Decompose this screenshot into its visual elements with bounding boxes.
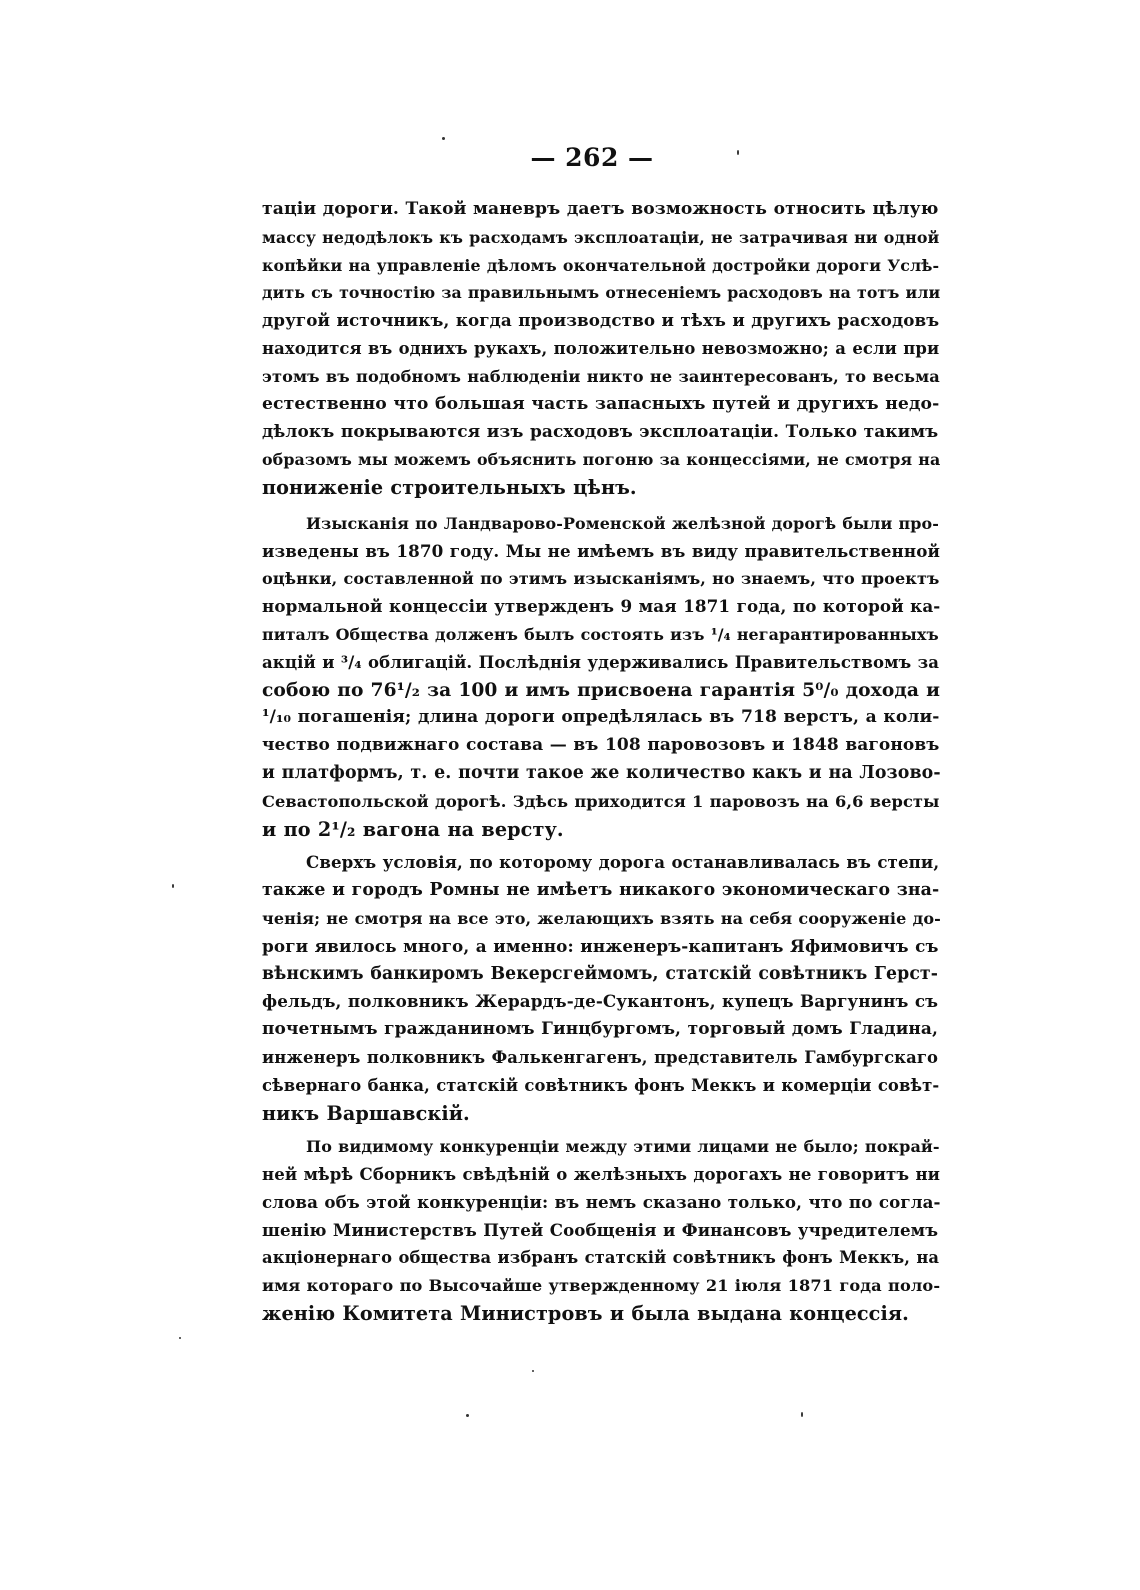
text-line: находится въ однихъ рукахъ, положительно невозможно; а если при [262,338,940,358]
text-line: ченія; не смотря на все это, желающихъ взять на себя сооруженіе до- [262,908,941,928]
text-line: массу недодѣлокъ къ расходамъ эксплоатаціи, не затрачивая ни одной [262,227,940,247]
text-line: ¹/₁₀ погашенія; длина дороги опредѣлялась въ 718 верстъ, а коли- [262,707,940,728]
text-line: собою по 76¹/₂ за 100 и имъ присвоена гарантія 5⁰/₀ дохода и [262,679,941,701]
text-line: изведены въ 1870 году. Мы не имѣемъ въ виду правительственной [262,540,940,561]
text-line: образомъ мы можемъ объяснить погоню за концессіями, не смотря на [262,450,941,470]
text-line: таціи дороги. Такой маневръ даетъ возможность относить цѣлую [262,199,939,219]
text-line: акцій и ³/₄ облигацій. Послѣднія удерживались Правительствомъ за [262,651,940,672]
scan-speck [442,137,445,140]
text-line: акціонернаго общества избранъ статскій совѣтникъ фонъ Меккъ, на [262,1248,940,1268]
paragraph-4 [262,1133,941,1328]
paragraph-3 [262,849,941,1127]
paragraph-1 [262,196,941,502]
text-line: дѣлокъ покрываются изъ расходовъ эксплоатаціи. Только такимъ [262,421,939,442]
text-line: ней мѣрѣ Сборникъ свѣдѣній о желѣзныхъ дорогахъ не говоритъ ни [262,1164,941,1185]
body-text [262,196,941,1328]
text-line: фельдъ, полковникъ Жерардъ-де-Сукантонъ, купецъ Варгунинъ съ [262,991,939,1012]
scan-speck [532,1370,534,1372]
text-line: инженеръ полковникъ Фалькенгагенъ, представитель Гамбургскаго [262,1047,938,1067]
text-line: оцѣнки, составленной по этимъ изысканіямъ, но знаемъ, что проектъ [262,569,940,589]
text-line: и по 2¹/₂ вагона на версту. [262,817,564,841]
text-line: этомъ въ подобномъ наблюденіи никто не заинтересованъ, то весьма [262,366,940,386]
scan-speck [801,1412,803,1417]
text-line: естественно что большая часть запасныхъ путей и другихъ недо- [262,393,940,414]
text-line: и платформъ, т. е. почти такое же количество какъ и на Лозово- [262,762,941,783]
text-line: вѣнскимъ банкиромъ Векерсгеймомъ, статскій совѣтникъ Герст- [262,963,938,984]
text-line: также и городъ Ромны не имѣетъ никакого экономическаго зна- [262,880,940,901]
text-line: женію Комитета Министровъ и была выдана концессія. [262,1302,909,1326]
text-line: Изысканія по Ландварово-Роменской желѣзной дорогѣ были про- [306,513,939,533]
text-line: имя котораго по Высочайше утвержденному 21 іюля 1871 года поло- [262,1276,941,1296]
text-line: нормальной концессіи утвержденъ 9 мая 1871 года, по которой ка- [262,596,941,617]
page-number: — 262 — [530,143,654,172]
text-line: Севастопольской дорогѣ. Здѣсь приходится 1 паровозъ на 6,6 версты [262,791,940,811]
scan-speck [179,1337,181,1339]
text-line: питалъ Общества долженъ былъ состоять изъ ¹/₄ негарантированныхъ [262,624,939,644]
text-line: никъ Варшавскій. [262,1101,470,1125]
text-line: слова объ этой конкуренціи: въ немъ сказано только, что по согла- [262,1191,941,1212]
scan-speck [466,1414,469,1417]
scan-speck [172,884,174,888]
text-line: дить съ точностію за правильнымъ отнесеніемъ расходовъ на тотъ или [262,283,941,303]
text-line: По видимому конкуренціи между этими лицами не было; покрай- [306,1137,940,1157]
scan-speck [737,150,739,155]
text-line: Сверхъ условія, по которому дорога останавливалась въ степи, [306,852,940,873]
paragraph-2 [262,510,941,844]
text-line: шенію Министерствъ Путей Сообщенія и Финансовъ учредителемъ [262,1219,939,1240]
text-line: сѣвернаго банка, статскій совѣтникъ фонъ Меккъ и комерціи совѣт- [262,1075,940,1095]
text-line: копѣйки на управленіе дѣломъ окончательной достройки дороги Услѣ- [262,255,940,275]
text-line: чество подвижнаго состава — въ 108 паровозовъ и 1848 вагоновъ [262,735,940,756]
text-line: другой источникъ, когда производство и тѣхъ и другихъ расходовъ [262,310,940,331]
text-line: роги явилось много, а именно: инженеръ-капитанъ Яфимовичъ съ [262,935,939,956]
text-line: почетнымъ гражданиномъ Гинцбургомъ, торговый домъ Гладина, [262,1019,938,1040]
text-line: пониженіе строительныхъ цѣнъ. [262,475,637,499]
